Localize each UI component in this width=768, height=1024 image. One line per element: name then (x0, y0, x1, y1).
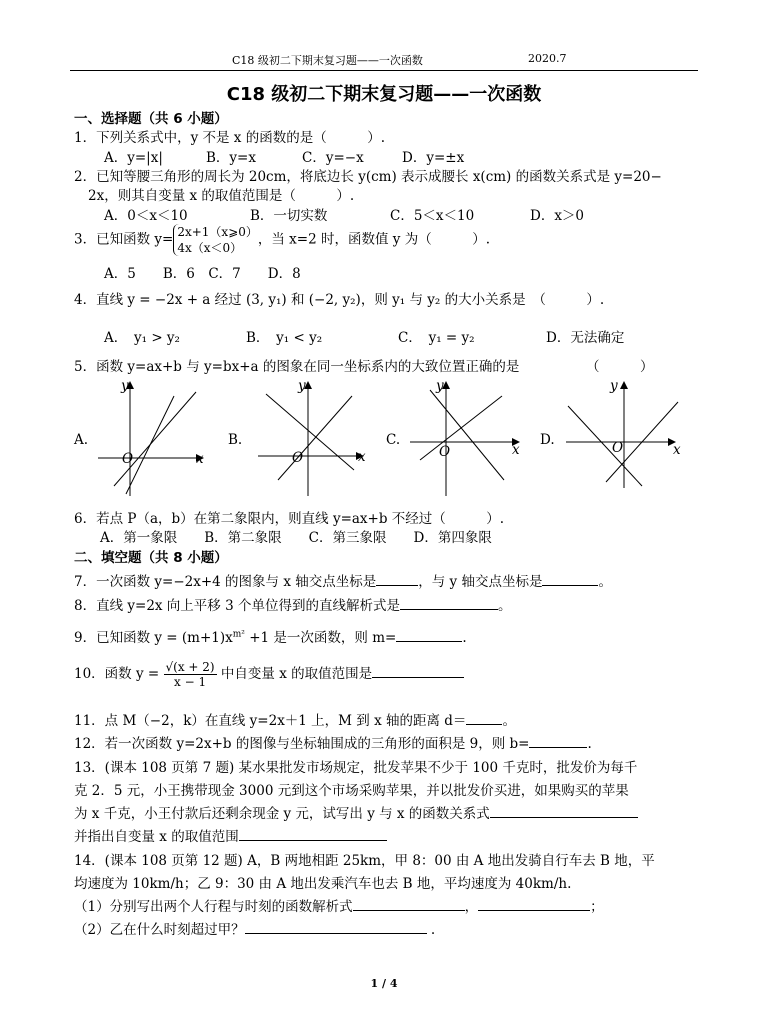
q6-stem: 6．若点 P（a，b）在第二象限内，则直线 y=ax+b 不经过（ ）. (74, 511, 505, 527)
q5-b-x-label: x (358, 449, 366, 465)
line-2 (278, 396, 352, 480)
q5-label-c: C. (386, 432, 401, 448)
q10-fraction (164, 660, 217, 689)
q9-line (74, 626, 467, 646)
q14-line2: 均速度为 10km/h；乙 9：30 由 A 地出发乘汽车也去 B 地，平均速度为 40km/h. (74, 876, 572, 892)
q4-option-b: B． y₁ < y₂ (246, 330, 323, 346)
q5-stem: 5．函数 y=ax+b 与 y=bx+a 的图象在同一坐标系内的大致位置正确的是 (74, 359, 520, 375)
q14-blank-1[interactable] (353, 898, 465, 911)
q4-option-c: C． y₁ = y₂ (398, 330, 475, 346)
page-number: 1 / 4 (370, 977, 398, 990)
q5-answer-paren: （ ） (586, 359, 654, 375)
q5-d-origin: O (612, 440, 624, 456)
q3-piecewise (173, 224, 258, 256)
q8-text: 8．直线 y=2x 向上平移 3 个单位得到的直线解析式是 (74, 598, 400, 614)
y-arrow-icon (620, 381, 628, 389)
q5-c-x-label: x (512, 442, 520, 458)
q7-text-b: ，与 y 轴交点坐标是 (418, 574, 543, 590)
q5-graph-b (252, 376, 372, 500)
q13-blank-1[interactable] (490, 805, 638, 818)
q3-suffix: ，当 x=2 时，函数值 y 为（ ）. (257, 231, 490, 248)
q12-text: 12．若一次函数 y=2x+b 的图像与坐标轴围成的三角形的面积是 9，则 b= (74, 736, 530, 752)
header-divider (70, 70, 698, 71)
q1-stem: 1．下列关系式中，y 不是 x 的函数的是（ ）. (74, 130, 385, 146)
q13-line4 (74, 825, 387, 845)
q8-end: 。 (497, 598, 512, 614)
q13-line2: 克 2．5 元，小王携带现金 3000 元到这个市场采购苹果，并以批发价买进，如果购买的苹果 (74, 783, 629, 799)
q12-line (74, 732, 592, 752)
section-choice-heading: 一、选择题（共 6 小题） (74, 111, 228, 127)
q5-c-y-label: y (436, 378, 444, 394)
q2-option-a: A．0＜x＜10 (104, 208, 188, 224)
q7-blank-2[interactable] (542, 573, 598, 586)
q7-text-a: 7．一次函数 y=−2x+4 的图象与 x 轴交点坐标是 (74, 574, 377, 590)
q5-a-origin: O (122, 451, 134, 467)
q7-line (74, 570, 612, 590)
q4-stem: 4．直线 y = −2x + a 经过 (3, y₁) 和 (−2, y₂)，则 y₁ 与 y₂ 的大小关系是 （ ）. (74, 292, 605, 308)
q13-blank-2[interactable] (239, 828, 387, 841)
q4-option-a: A． y₁ > y₂ (104, 330, 180, 346)
q7-end: 。 (598, 574, 612, 590)
q10-text-a: 10．函数 y = (74, 666, 160, 682)
q12-blank[interactable] (529, 735, 587, 748)
q5-a-x-label: x (196, 451, 204, 467)
q2-option-b: B．一切实数 (250, 208, 328, 224)
q2-line2: 2x，则其自变量 x 的取值范围是（ ）. (88, 188, 355, 204)
q10-denominator: x − 1 (174, 675, 207, 689)
q13-line3 (74, 802, 638, 822)
q14-line1: 14．(课本 108 页第 12 题) A，B 两地相距 25km，甲 8：00 由 A 地出发骑自行车去 B 地，平 (74, 853, 655, 869)
q11-end: 。 (502, 713, 516, 729)
q7-blank-1[interactable] (376, 573, 418, 586)
q1-option-d: D．y=±x (402, 150, 465, 166)
q14-blank-2[interactable] (478, 898, 590, 911)
line-2 (420, 396, 502, 460)
q3-prefix: 3．已知函数 y= (74, 231, 174, 248)
q1-option-b: B．y=x (206, 150, 256, 166)
q11-blank[interactable] (466, 712, 502, 725)
q2-option-d: D．x＞0 (530, 208, 585, 224)
q9-text-b: +1 是一次函数，则 m= (244, 630, 397, 646)
header-date: 2020.7 (528, 52, 567, 65)
q3-piece-2: 4x（x＜0） (177, 241, 243, 255)
q3-options: A．5 B．6 C．7 D．8 (104, 266, 301, 282)
q5-a-y-label: y (121, 378, 129, 394)
q4-option-d: D．无法确定 (546, 330, 625, 346)
q14-sub1: （1）分别写出两个人行程与时刻的函数解析式 ， ； (74, 899, 604, 915)
q8-line (74, 594, 511, 614)
section-fill-heading: 二、填空题（共 8 小题） (74, 550, 228, 566)
q1-option-c: C．y=−x (302, 150, 364, 166)
q10-text-b: 中自变量 x 的取值范围是 (220, 666, 373, 682)
page-title: C18 级初二下期末复习题——一次函数 (226, 84, 542, 105)
q14-blank-3[interactable] (245, 921, 427, 934)
q5-graph-a (92, 376, 212, 500)
q9-blank[interactable] (396, 629, 462, 642)
q2-option-c: C．5＜x＜10 (390, 208, 475, 224)
q10-blank[interactable] (372, 665, 464, 678)
q5-d-y-label: y (610, 378, 618, 394)
header-left: C18 级初二下期末复习题——一次函数 (232, 54, 423, 67)
q5-c-origin: O (439, 444, 451, 460)
q5-b-y-label: y (298, 378, 306, 394)
q13-text-3: 为 x 千克，小王付款后还剩余现金 y 元，试写出 y 与 x 的函数关系式 (74, 806, 490, 822)
q5-label-b: B. (228, 432, 243, 448)
q10-numerator: √(x + 2) (165, 660, 215, 674)
q5-d-x-label: x (673, 442, 681, 458)
q5-graph-d (562, 376, 686, 500)
q9-exponent: m² (232, 629, 245, 640)
q14-sub2-text: （2）乙在什么时刻超过甲？ (74, 922, 245, 938)
line-1 (568, 406, 642, 486)
q8-blank[interactable] (400, 597, 498, 610)
q2-line1: 2．已知等腰三角形的周长为 20cm，将底边长 y(cm) 表示成腰长 x(cm) 的函数关系式是 y=20− (74, 169, 662, 185)
q11-line (74, 709, 516, 729)
q6-options: A．第一象限 B．第二象限 C．第三象限 D．第四象限 (100, 530, 492, 546)
q5-label-a: A. (74, 432, 89, 448)
q13-text-4: 并指出自变量 x 的取值范围 (74, 829, 239, 845)
q1-option-a: A．y=|x| (104, 150, 163, 166)
q9-text-a: 9．已知函数 y = (m+1)x (74, 630, 233, 646)
line-1 (114, 392, 196, 486)
q3-stem (74, 224, 490, 256)
q14-sub1-text: （1）分别写出两个人行程与时刻的函数解析式 (74, 899, 353, 915)
q3-piece-1: 2x+1（x⩾0） (177, 225, 258, 239)
q13-line1: 13．(课本 108 页第 7 题) 某水果批发市场规定，批发苹果不少于 100 千克时，批发价为每千 (74, 760, 638, 776)
q9-end: . (462, 630, 467, 646)
line-1 (266, 394, 354, 470)
q5-label-d: D. (540, 432, 555, 448)
q12-end: . (587, 736, 592, 752)
line-2 (126, 396, 174, 494)
q10-line (74, 660, 464, 689)
q5-graph-c (406, 376, 528, 500)
q5-b-origin: O (292, 450, 304, 466)
q14-sub2: （2）乙在什么时刻超过甲？ . (74, 922, 436, 938)
q11-text: 11．点 M（−2，k）在直线 y=2x＋1 上，M 到 x 轴的距离 d＝ (74, 713, 467, 729)
